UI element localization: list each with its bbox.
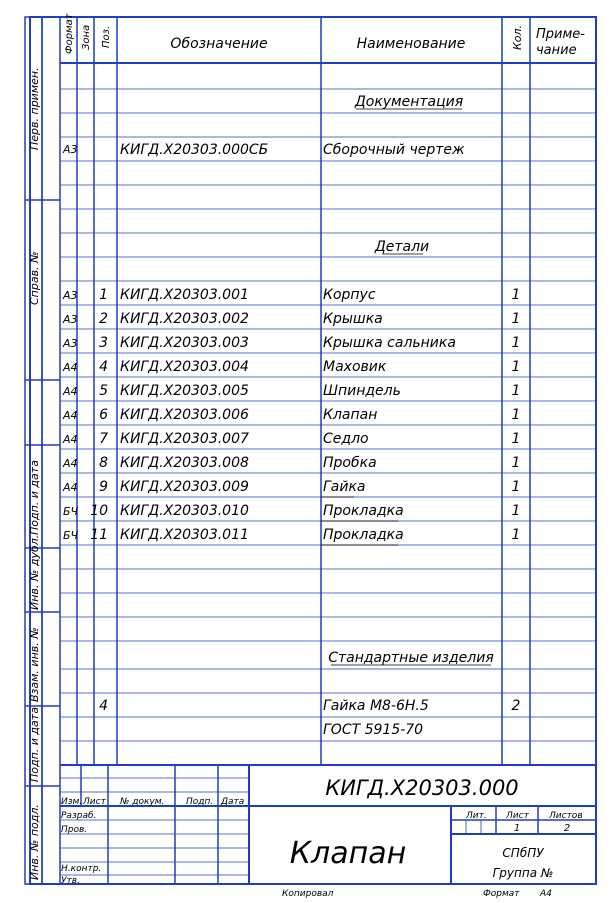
header-format: Формат: [64, 13, 75, 54]
tb-utv: Утв.: [61, 876, 80, 886]
part-designation: КИГД.Х20303.009: [120, 479, 249, 495]
part-format: А4: [63, 409, 78, 422]
part-name: Пробка: [323, 455, 377, 471]
tb-prov: Пров.: [61, 825, 88, 835]
part-pos: 5: [99, 383, 108, 399]
tb-izm: Изм.: [61, 797, 83, 807]
part-name: Прокладка: [323, 527, 404, 543]
margin-inv-dubl: Инв. № дубл.: [28, 534, 41, 610]
part-pos: 10: [90, 503, 108, 519]
part-qty: 1: [511, 527, 521, 543]
tb-listov-val: 2: [563, 823, 571, 834]
doc-format: А3: [63, 143, 78, 156]
part-designation: КИГД.Х20303.008: [120, 455, 249, 471]
tb-list: Лист: [83, 797, 106, 807]
part-format: А4: [63, 457, 78, 470]
part-format: А4: [63, 481, 78, 494]
tb-podp: Подп.: [186, 797, 214, 807]
part-qty: 1: [511, 359, 521, 375]
part-pos: 1: [99, 287, 108, 303]
part-designation: КИГД.Х20303.010: [120, 503, 249, 519]
margin-vzam-inv: Взам. инв. №: [28, 627, 41, 702]
part-qty: 1: [511, 335, 521, 351]
tb-list2: Лист: [506, 811, 529, 821]
part-pos: 9: [99, 479, 108, 495]
tb-lit: Лит.: [466, 811, 487, 821]
doc-code: КИГД.Х20303.000: [325, 776, 519, 800]
part-pos: 2: [99, 311, 108, 327]
part-pos: 8: [99, 455, 108, 471]
part-designation: КИГД.Х20303.005: [120, 383, 249, 399]
part-pos: 3: [99, 335, 108, 351]
part-format: А3: [63, 337, 78, 350]
part-qty: 1: [511, 287, 521, 303]
header-designation: Обозначение: [170, 36, 268, 52]
part-qty: 1: [511, 479, 521, 495]
part-qty: 1: [511, 431, 521, 447]
product-title: Клапан: [289, 836, 407, 871]
part-designation: КИГД.Х20303.006: [120, 407, 249, 423]
part-name: Шпиндель: [323, 383, 401, 399]
part-designation: КИГД.Х20303.002: [120, 311, 249, 327]
section-documentation: Документация: [354, 94, 464, 110]
standard-qty: 2: [511, 698, 521, 714]
part-name: Седло: [323, 431, 369, 447]
tb-kopiroval: Копировал: [282, 889, 334, 899]
part-pos: 6: [99, 407, 108, 423]
header-qty: Кол.: [511, 24, 524, 50]
part-name: Корпус: [323, 287, 376, 303]
margin-sprav: Справ. №: [28, 251, 41, 305]
part-name: Крышка сальника: [323, 335, 456, 351]
section-parts: Детали: [374, 239, 430, 255]
margin-podp-data-1: Подп. и дата: [28, 460, 41, 535]
part-qty: 1: [511, 407, 521, 423]
header-zone: Зона: [81, 24, 92, 50]
part-pos: 4: [99, 359, 108, 375]
part-name: Маховик: [323, 359, 387, 375]
part-format: А3: [63, 313, 78, 326]
part-designation: КИГД.Х20303.001: [120, 287, 249, 303]
part-qty: 1: [511, 383, 521, 399]
standard-pos: 4: [99, 698, 108, 714]
tb-org2: Группа №: [492, 866, 554, 880]
tb-listov: Листов: [549, 811, 583, 821]
margin-perv-primen: Перв. примен.: [28, 67, 41, 150]
outer-frame: [30, 17, 596, 884]
part-pos: 7: [99, 431, 108, 447]
tb-format-label: Формат: [483, 889, 520, 899]
part-name: Крышка: [323, 311, 383, 327]
part-name: Гайка: [323, 479, 366, 495]
header-note-1: Приме-: [536, 27, 585, 42]
part-format: А3: [63, 289, 78, 302]
margin-podp-data-2: Подп. и дата: [28, 707, 41, 782]
part-name: Прокладка: [323, 503, 404, 519]
part-designation: КИГД.Х20303.007: [120, 431, 249, 447]
part-name: Клапан: [323, 407, 378, 423]
part-format: БЧ: [63, 529, 79, 542]
part-format: БЧ: [63, 505, 79, 518]
doc-name: Сборочный чертеж: [323, 142, 465, 158]
standard-name-1: Гайка М8-6Н.5: [323, 698, 429, 714]
header-note-2: чание: [536, 43, 577, 58]
tb-nkontr: Н.контр.: [61, 864, 102, 874]
part-pos: 11: [90, 527, 108, 543]
part-qty: 1: [511, 455, 521, 471]
margin-inv-podl: Инв. № подл.: [28, 804, 41, 880]
tb-list-val: 1: [513, 823, 521, 834]
section-standard: Стандартные изделия: [328, 650, 494, 666]
standard-name-2: ГОСТ 5915-70: [323, 722, 424, 738]
tb-data: Дата: [221, 797, 245, 807]
tb-razrab: Разраб.: [61, 811, 97, 821]
part-format: А4: [63, 385, 78, 398]
part-format: А4: [63, 361, 78, 374]
tb-org1: СПбПУ: [502, 846, 544, 860]
part-designation: КИГД.Х20303.004: [120, 359, 249, 375]
header-pos: Поз.: [101, 25, 112, 48]
part-format: А4: [63, 433, 78, 446]
part-designation: КИГД.Х20303.011: [120, 527, 249, 543]
part-qty: 1: [511, 503, 521, 519]
header-name: Наименование: [356, 36, 466, 52]
tb-format-val: А4: [540, 889, 552, 899]
doc-designation: КИГД.Х20303.000СБ: [120, 142, 269, 158]
part-designation: КИГД.Х20303.003: [120, 335, 249, 351]
tb-ndokum: № докум.: [120, 797, 165, 807]
part-qty: 1: [511, 311, 521, 327]
parts-list: [62, 287, 520, 543]
